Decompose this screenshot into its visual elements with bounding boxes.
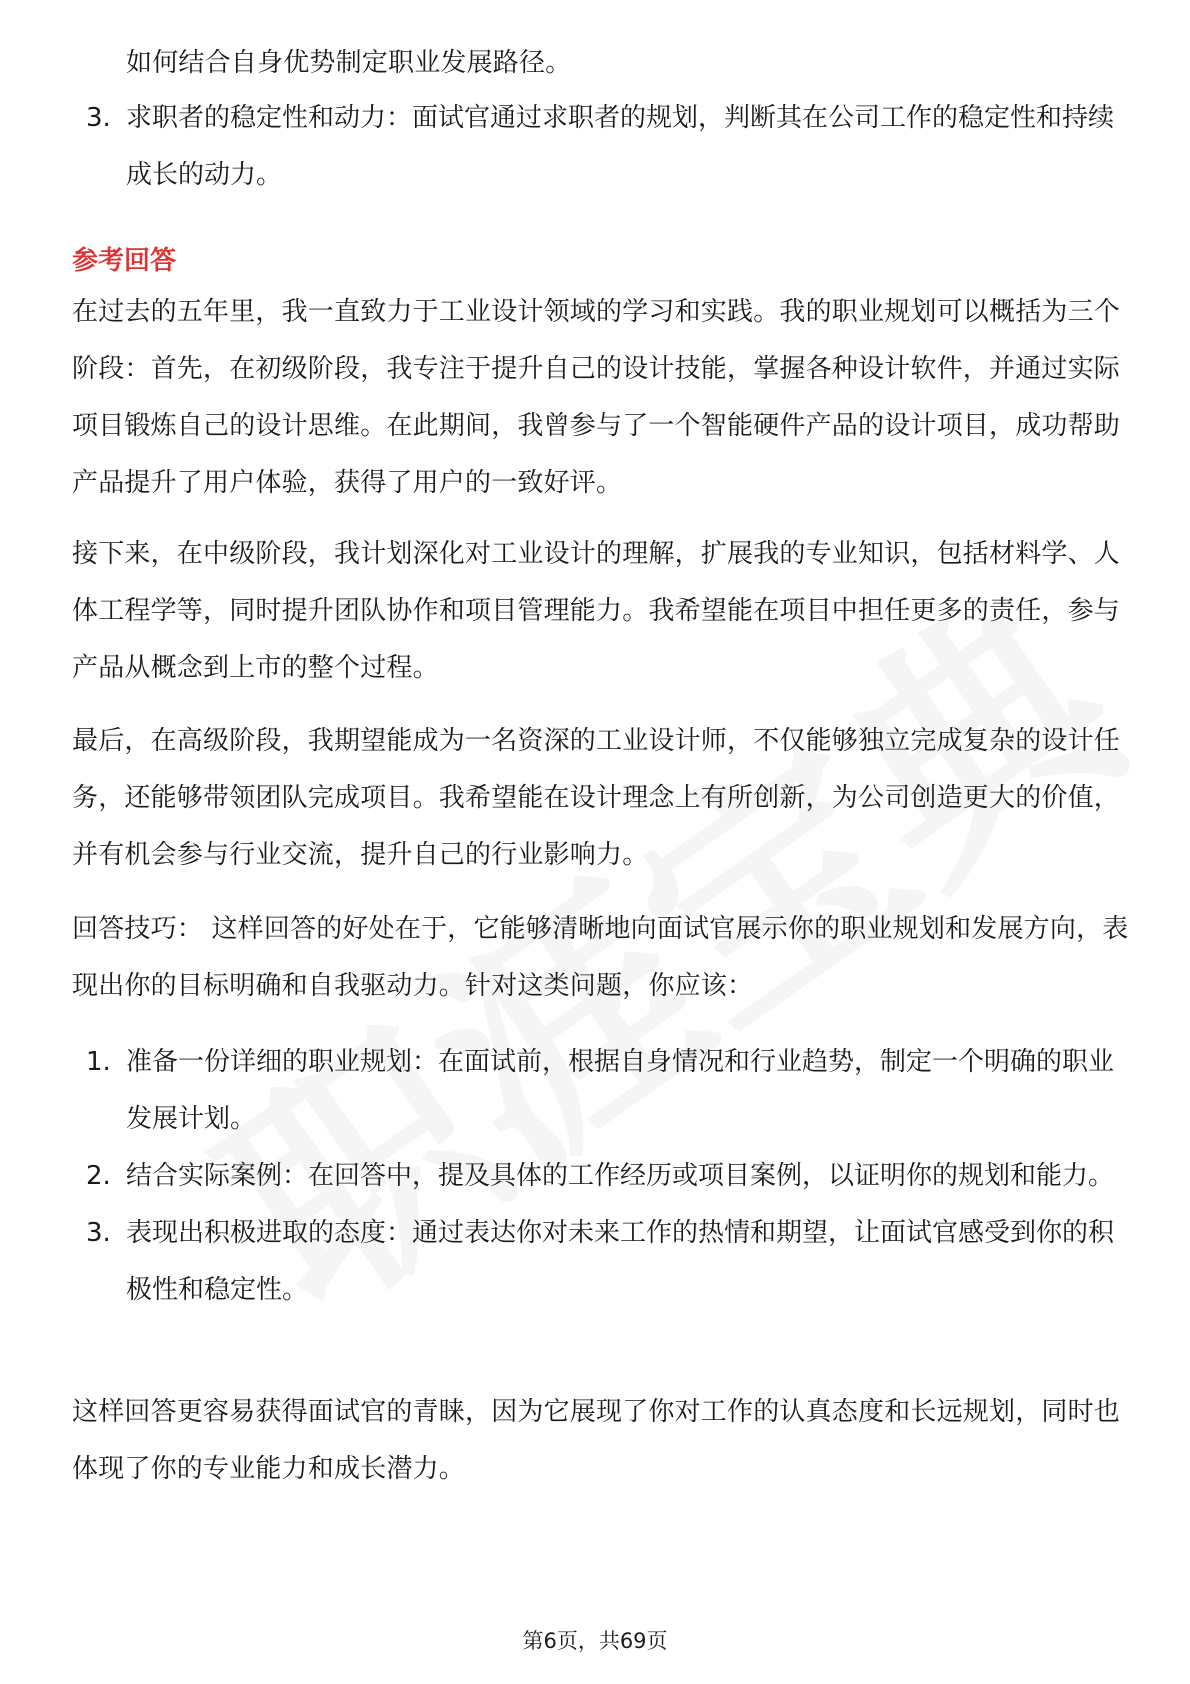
- list-item-text: 求职者的稳定性和动力：面试官通过求职者的规划，判断其在公司工作的稳定性和持续成长的动力。: [126, 103, 1115, 190]
- list-item-number: 3.: [86, 103, 111, 133]
- list-item: [72, 1148, 1132, 1205]
- paragraph-3: 最后，在高级阶段，我期望能成为一名资深的工业设计师，不仅能够独立完成复杂的设计任务，还能够带领团队完成项目。我希望能在设计理念上有所创新，为公司创造更大的价值，并有机会参与行业交流，提升自己的行业影响力。: [72, 726, 1121, 870]
- list-item-number: 1.: [86, 1047, 111, 1077]
- requirements-list: [72, 90, 1132, 204]
- page-number: 第6页，共69页: [522, 1629, 668, 1653]
- list-item-text: 准备一份详细的职业规划：在面试前，根据自身情况和行业趋势，制定一个明确的职业发展计划。: [126, 1047, 1115, 1134]
- paragraph-1: 在过去的五年里，我一直致力于工业设计领域的学习和实践。我的职业规划可以概括为三个阶段：首先，在初级阶段，我专注于提升自己的设计技能，掌握各种设计软件，并通过实际项目锻炼自己的设计思维。在此期间，我曾参与了一个智能硬件产品的设计项目，成功帮助产品提升了用户体验，获得了用户的一致好评。: [72, 297, 1121, 498]
- list-item: [72, 1205, 1132, 1319]
- list-item-number: 3.: [86, 1218, 111, 1248]
- list-item-text: 结合实际案例：在回答中，提及具体的工作经历或项目案例，以证明你的规划和能力。: [126, 1161, 1115, 1191]
- list-item-number: 2.: [86, 1161, 111, 1191]
- list-item: [72, 1034, 1132, 1148]
- tips-list: [72, 1034, 1132, 1319]
- list-item: [72, 90, 1132, 204]
- paragraph-2: 接下来，在中级阶段，我计划深化对工业设计的理解，扩展我的专业知识，包括材料学、人体工程学等，同时提升团队协作和项目管理能力。我希望能在项目中担任更多的责任，参与产品从概念到上市的整个过程。: [72, 539, 1121, 683]
- closing-paragraph: 这样回答更容易获得面试官的青睐，因为它展现了你对工作的认真态度和长远规划，同时也体现了你的专业能力和成长潜力。: [72, 1397, 1121, 1484]
- continuation-text: 如何结合自身优势制定职业发展路径。: [126, 48, 572, 78]
- section-heading: 参考回答: [72, 246, 177, 276]
- paragraph-tips-intro: 回答技巧： 这样回答的好处在于，它能够清晰地向面试官展示你的职业规划和发展方向，表现出你的目标明确和自我驱动力。针对这类问题，你应该：: [72, 914, 1129, 1001]
- list-item-text: 表现出积极进取的态度：通过表达你对未来工作的热情和期望，让面试官感受到你的积极性和稳定性。: [126, 1218, 1115, 1305]
